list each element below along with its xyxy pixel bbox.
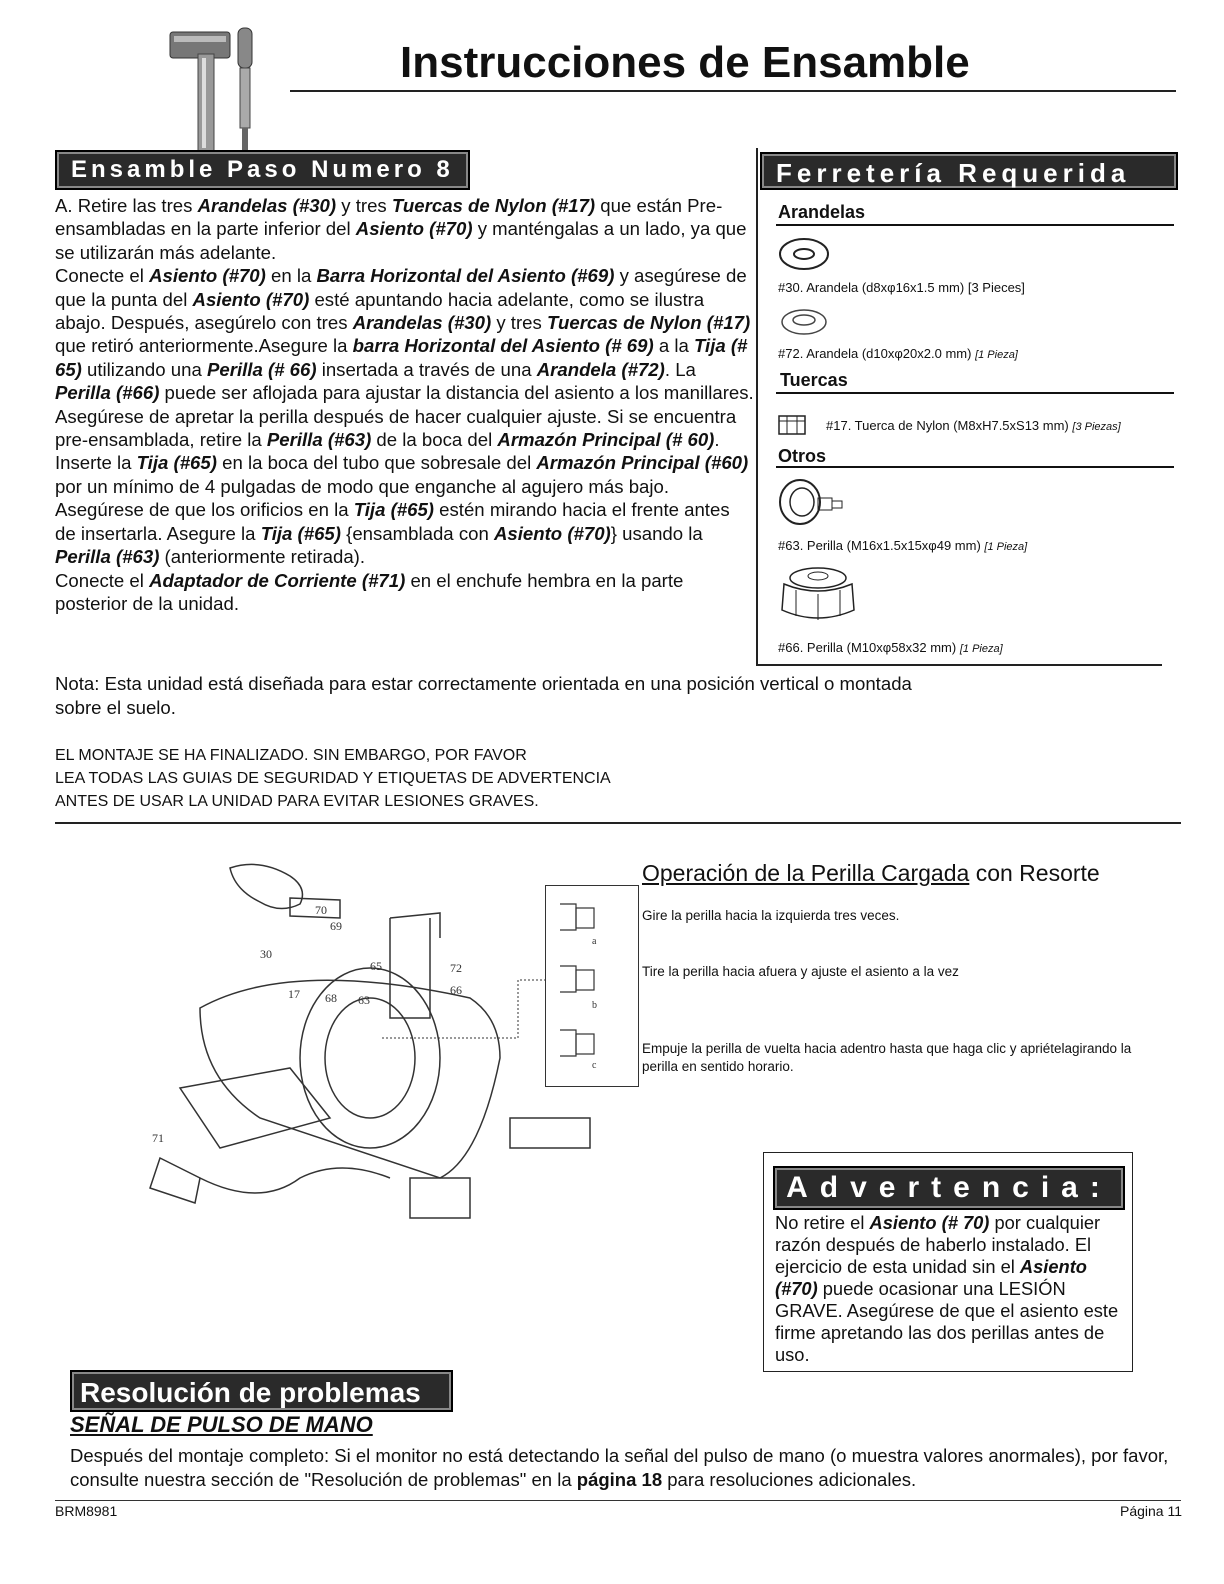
footer-rule	[55, 1500, 1181, 1501]
hardware-item-30: #30. Arandela (d8xφ16x1.5 mm) [3 Pieces]	[778, 280, 1025, 295]
hardware-section-other: Otros	[778, 446, 827, 466]
footer-page-number: Página 11	[1120, 1503, 1183, 1519]
operation-label-c: c	[592, 1060, 597, 1071]
diagram-label-70: 70	[315, 903, 327, 917]
warning-text: No retire el Asiento (# 70) por cualquier razón después de haberlo instalado. El ejercicio de esta unidad sin el Asiento (#70) puede ocasionar una LESIÓN GRAVE. Asegúrese de que el asiento este firme apretando las dos perillas antes de uso.	[775, 1212, 1119, 1365]
step-para-a: A. Retire las tres Arandelas (#30) y tres Tuercas de Nylon (#17) que están Pre-ensambladas en la parte inferior del Asiento (#70) y manténgalas a un lado, ya que se utilizarán más adelante.	[55, 195, 747, 263]
washer-icon	[776, 304, 836, 340]
step-para-b: Conecte el Asiento (#70) en la Barra Horizontal del Asiento (#69) y asegúrese de que la punta del Asiento (#70) esté apuntando hacia adelante, como se ilustra abajo. Después, asegúrelo con tres Arandelas (#30) y tres Tuercas de Nylon (#17) que retiró anteriormente.Asegure la barra Horizontal del Asiento (# 69) a la Tija (# 65) utilizando una Perilla (# 66) insertada a través de una Arandela (#72). La Perilla (#66) puede ser aflojada para ajustar la distancia del asiento a los manillares. Asegúrese de apretar la perilla después de hacer cualquier ajuste. Si se encuentra pre-ensamblada, retire la Perilla (#63) de la boca del Armazón Principal (# 60). Inserte la Tija (#65) en la boca del tubo que sobresale del Armazón Principal (#60) por un mínimo de 4 pulgadas de modo que enganche al agujero más bajo. Asegúrese de que los orificios en la Tija (#65) estén mirando hacia el frente antes de insertarla. Asegure la Tija (#65) {ensamblada con Asiento (#70)} usando la Perilla (#63) (anteriormente retirada).	[55, 265, 754, 568]
diagram-label-30: 30	[260, 947, 272, 961]
operation-label-a: a	[592, 936, 597, 947]
hardware-item-72: #72. Arandela (d10xφ20x2.0 mm) [1 Pieza]	[778, 346, 1018, 361]
hardware-divider	[756, 148, 758, 666]
section-rule	[776, 392, 1174, 394]
operation-label-b: b	[592, 1000, 597, 1011]
step-para-c: Conecte el Adaptador de Corriente (#71) en el enchufe hembra en la parte posterior de la unidad.	[55, 569, 684, 614]
hardware-section-nuts: Tuercas	[780, 370, 848, 390]
diagram-label-65: 65	[370, 959, 382, 973]
section-divider	[55, 822, 1181, 824]
troubleshooting-text: Después del montaje completo: Si el monitor no está detectando la señal del pulso de mano (o muestra valores anormales), por favor, consulte nuestra sección de "Resolución de problemas" en la página 18 para resoluciones adicionales.	[70, 1445, 1169, 1490]
hardware-item-66: #66. Perilla (M10xφ58x32 mm) [1 Pieza]	[778, 640, 1003, 655]
step-instructions	[55, 194, 755, 615]
title-rule	[290, 90, 1176, 92]
warning-banner: Advertencia:	[773, 1166, 1125, 1210]
operation-step-a: Gire la perilla hacia la izquierda tres veces.	[642, 908, 900, 923]
diagram-label-63: 63	[358, 993, 370, 1007]
diagram-label-68: 68	[325, 991, 337, 1005]
diagram-label-17: 17	[288, 987, 300, 1001]
operation-step-b: Tire la perilla hacia afuera y ajuste el asiento a la vez	[642, 964, 959, 979]
section-rule	[776, 466, 1174, 468]
diagram-label-71: 71	[152, 1131, 164, 1145]
safety-line: ANTES DE USAR LA UNIDAD PARA EVITAR LESIONES GRAVES.	[55, 793, 539, 810]
step-banner: Ensamble Paso Numero 8	[55, 150, 470, 190]
tools-icon	[168, 24, 268, 154]
section-rule	[776, 224, 1174, 226]
diagram-label-69: 69	[330, 919, 342, 933]
note-text: Nota: Esta unidad está diseñada para estar correctamente orientada en una posición vertical o montada sobre el suelo.	[55, 673, 912, 718]
hardware-section-washers: Arandelas	[778, 202, 866, 222]
operation-step-c: Empuje la perilla de vuelta hacia adentro hasta que haga clic y apriételagirando la perilla en sentido horario.	[642, 1041, 1132, 1074]
safety-notice	[55, 744, 755, 813]
safety-line: EL MONTAJE SE HA FINALIZADO. SIN EMBARGO, POR FAVOR	[55, 747, 527, 764]
washer-icon	[776, 234, 836, 274]
page-title: Instrucciones de Ensamble	[400, 38, 970, 87]
diagram-label-66: 66	[450, 983, 462, 997]
safety-line: LEA TODAS LAS GUIAS DE SEGURIDAD Y ETIQUETAS DE ADVERTENCIA	[55, 770, 611, 787]
troubleshooting-banner: Resolución de problemas	[70, 1370, 453, 1412]
hardware-bottom-rule	[756, 664, 1162, 666]
operation-title: Operación de la Perilla Cargada con Resorte	[642, 860, 1100, 886]
knob-63-icon	[776, 476, 846, 532]
footer-model: BRM8981	[55, 1503, 118, 1519]
hardware-item-63: #63. Perilla (M16x1.5x15xφ49 mm) [1 Pieza]	[778, 538, 1028, 553]
troubleshooting-subtitle: SEÑAL DE PULSO DE MANO	[70, 1412, 373, 1437]
operation-figure	[545, 885, 639, 1087]
leader-line	[380, 976, 548, 1042]
nut-icon	[776, 412, 810, 438]
hardware-banner: Ferretería Requerida	[760, 152, 1178, 190]
hardware-item-17: #17. Tuerca de Nylon (M8xH7.5xS13 mm) [3 Piezas]	[826, 418, 1121, 433]
knob-66-icon	[776, 560, 866, 626]
diagram-label-72: 72	[450, 961, 462, 975]
